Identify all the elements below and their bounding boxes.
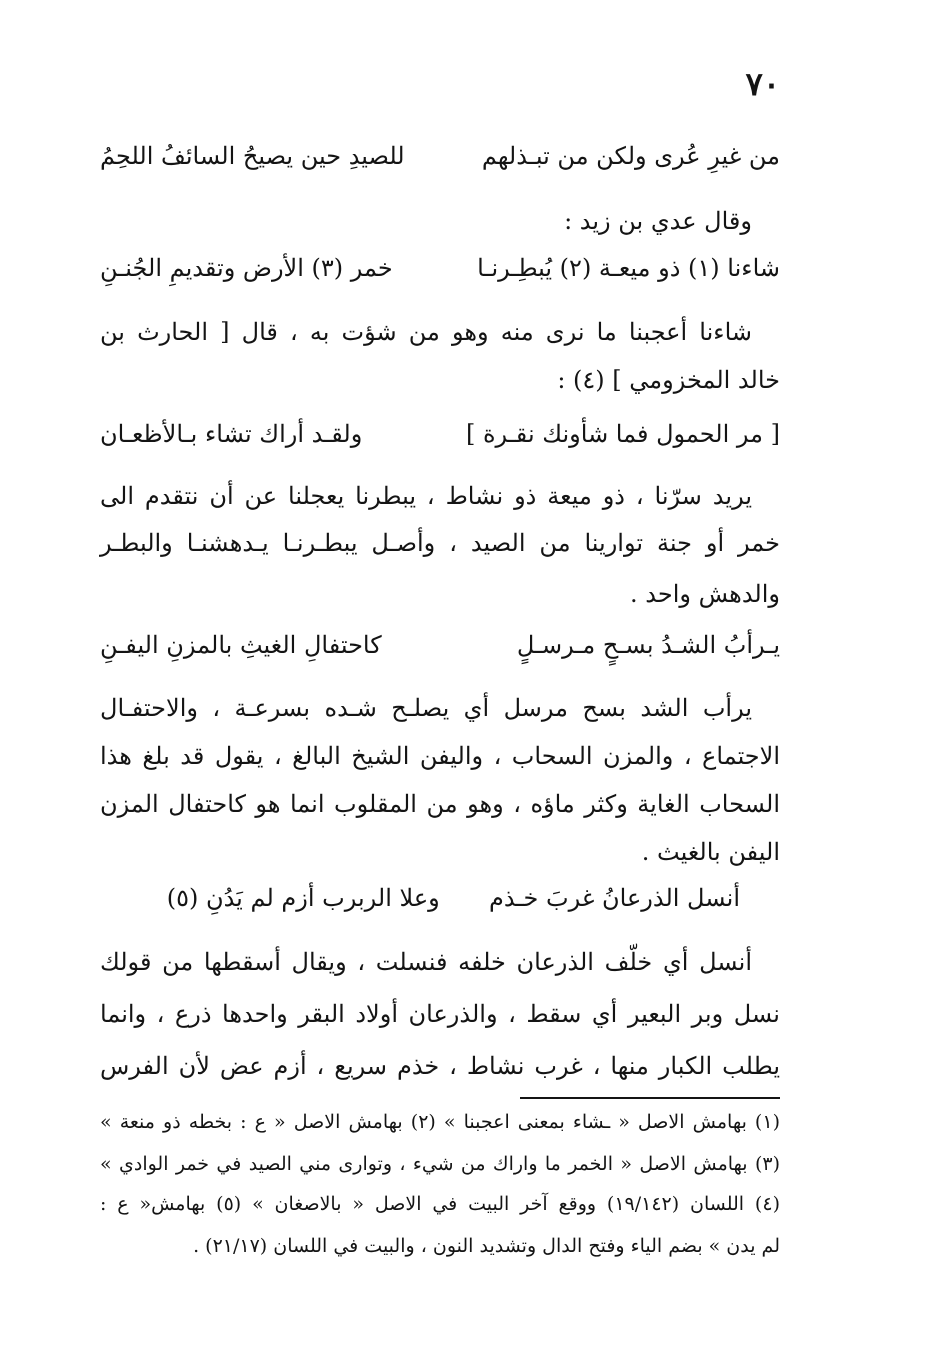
prose-line: السحاب الغاية وكثر ماؤه ، وهو من المقلوب انما هو كاحتفال المزن [100,790,780,818]
verse-hemistich-second: للصيدِ حين يصيحُ السائفُ اللحِمُ [100,142,405,170]
verse-line-5 [100,878,780,918]
prose-line: شاءنا أعجبنا ما نرى منه وهو من شؤت به ، قال [ الحارث بن [100,318,752,346]
verse-hemistich-second: ولقـد أراك تشاء بـالأظعـان [100,420,363,448]
prose-line: خالد المخزومي ] (٤) : [557,366,780,394]
footnote-line: لم يدن » بضم الياء وفتح الدال وتشديد النون ، والبيت في اللسان (٢١/١٧) . [193,1235,780,1257]
verse-hemistich-first: من غيرِ عُرى ولكن من تبـذلهم [481,142,780,170]
book-page [100,0,780,1372]
page-number: ٧٠ [745,65,780,103]
verse-hemistich-first: أنسل الذرعانُ غربَ خـذم [489,884,740,912]
prose-line: اليفن بالغيث . [641,838,780,866]
verse-line-1 [100,136,780,176]
verse-hemistich-first: [ مر الحمول فما شأونك نقـرة ] [465,420,780,448]
verse-hemistich-second: وعلا الربرب أزم لم يَدُنِ (٥) [166,884,440,912]
prose-line: وقال عدي بن زيد : [564,207,752,235]
prose-line: نسل وبر البعير أي سقط ، والذرعان أولاد البقر واحدها ذرع ، وانما [100,1000,780,1028]
verse-hemistich-second: خمر (٣) الأرض وتقديمِ الجُنـنِ [100,254,393,282]
verse-line-4 [100,625,780,665]
prose-line: يريد سرّنا ، ذو ميعة ذو نشاط ، يبطرنا يعجلنا عن أن نتقدم الى [100,482,752,510]
prose-line: أنسل أي خلّف الذرعان خلفه فنسلت ، ويقال أسقطها من قولك [100,948,752,976]
verse-line-2 [100,248,780,288]
verse-hemistich-first: يـرأبُ الشـدُ بسـحٍ مـرسـلٍ [516,631,780,659]
footnote-line: (١) بهامش الاصل « ـشاء بمعنى اعجبنا » (٢) بهامش الاصل « ع : بخطه ذو منعة » [100,1111,780,1133]
footnote-line: (٤) اللسان (١٩/١٤٢) ووقع آخر البيت في الاصل « بالاصغان » (٥) بهامش« ع : [100,1193,780,1215]
verse-line-3 [100,414,780,454]
prose-line: يرأب الشد بسح مرسل أي يصلـح شـده بسرعـة ، والاحتفـال [100,694,753,722]
verse-hemistich-second: كاحتفالِ الغيثِ بالمزنِ اليفـنِ [100,631,382,659]
prose-line: يطلب الكبار منها ، غرب نشاط ، خذم سريع ، أزم عض لأن الفرس [100,1052,780,1080]
footnote-separator [520,1097,780,1099]
prose-line: خمر أو جنة توارينا من الصيد ، وأصـل يبطـرنـا يـدهشنـا والبطـر [100,529,780,557]
footnote-line: (٣) بهامش الاصل « الخمر ما واراك من شيء ، وتوارى مني الصيد في خمر الوادي » [100,1153,780,1175]
prose-line: والدهش واحد . [630,580,780,608]
prose-line: الاجتماع ، والمزن السحاب ، واليفن الشيخ البالغ ، يقول قد بلغ هذا [100,742,780,770]
verse-hemistich-first: شاءنا (١) ذو ميعـة (٢) يُبطِـرنـا [477,254,780,282]
